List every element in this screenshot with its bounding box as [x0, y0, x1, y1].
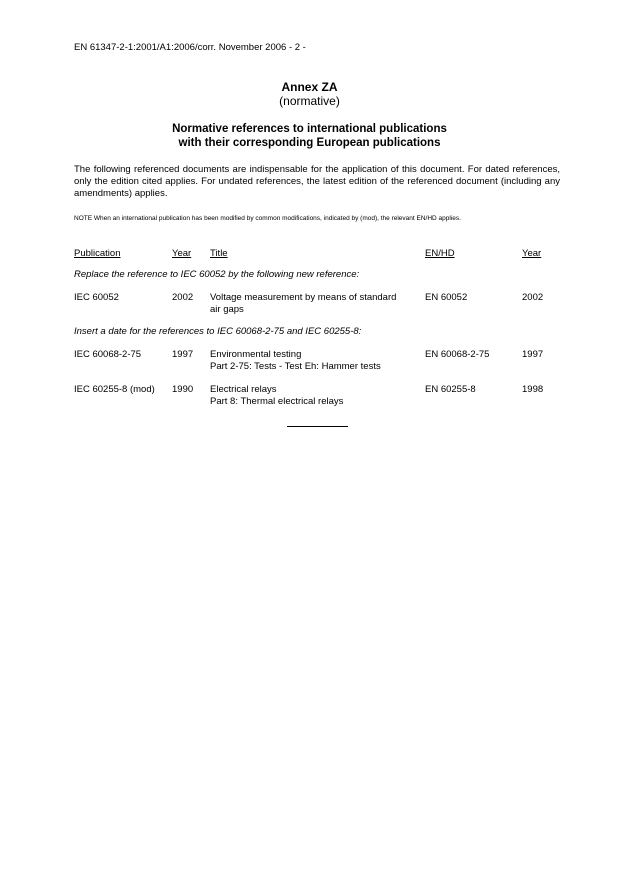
cell-title-line1: Electrical relays	[210, 384, 277, 395]
cell-en-year: 2002	[522, 292, 544, 303]
column-header-title: Title	[210, 248, 228, 259]
page-header-reference: EN 61347-2-1:2001/A1:2006/corr. November 2006 - 2 -	[74, 42, 306, 53]
cell-title-line1: Voltage measurement by means of standard	[210, 292, 397, 303]
cell-year: 2002	[172, 292, 194, 303]
cell-year: 1997	[172, 349, 194, 360]
column-header-year: Year	[172, 248, 192, 259]
cell-en-hd: EN 60052	[425, 292, 468, 303]
cell-en-year: 1998	[522, 384, 544, 395]
cell-title-line2: Part 8: Thermal electrical relays	[210, 396, 344, 407]
cell-title-line1: Environmental testing	[210, 349, 302, 360]
column-header-publication: Publication	[74, 248, 121, 259]
intro-paragraph: The following referenced documents are indispensable for the application of this document. For dated references, only the edition cited applies. For undated references, the latest edition of the referenced document (including any amendments) applies.	[74, 164, 560, 199]
column-header-en-year: Year	[522, 248, 542, 259]
annex-title: Annex ZA	[281, 80, 338, 94]
section-heading-line2: with their corresponding European publications	[178, 137, 441, 149]
annex-subtitle: (normative)	[279, 94, 340, 108]
column-header-en-hd: EN/HD	[425, 248, 455, 259]
cell-title-line2: Part 2-75: Tests - Test Eh: Hammer tests	[210, 361, 381, 372]
cell-publication: IEC 60052	[74, 292, 119, 303]
cell-publication: IEC 60068-2-75	[74, 349, 142, 360]
cell-publication: IEC 60255-8 (mod)	[74, 384, 155, 395]
end-separator-rule	[287, 426, 348, 427]
section-heading-line1: Normative references to international publications	[172, 123, 447, 135]
table-instruction-insert-date: Insert a date for the references to IEC 60068-2-75 and IEC 60255-8:	[74, 326, 362, 337]
cell-en-year: 1997	[522, 349, 544, 360]
table-instruction-replace: Replace the reference to IEC 60052 by the following new reference:	[74, 269, 360, 280]
cell-en-hd: EN 60068-2-75	[425, 349, 490, 360]
cell-title-line2: air gaps	[210, 304, 244, 315]
cell-year: 1990	[172, 384, 194, 395]
note-paragraph: NOTE When an international publication has been modified by common modifications, indicated by (mod), the relevant EN/HD applies.	[74, 215, 461, 222]
cell-en-hd: EN 60255-8	[425, 384, 476, 395]
